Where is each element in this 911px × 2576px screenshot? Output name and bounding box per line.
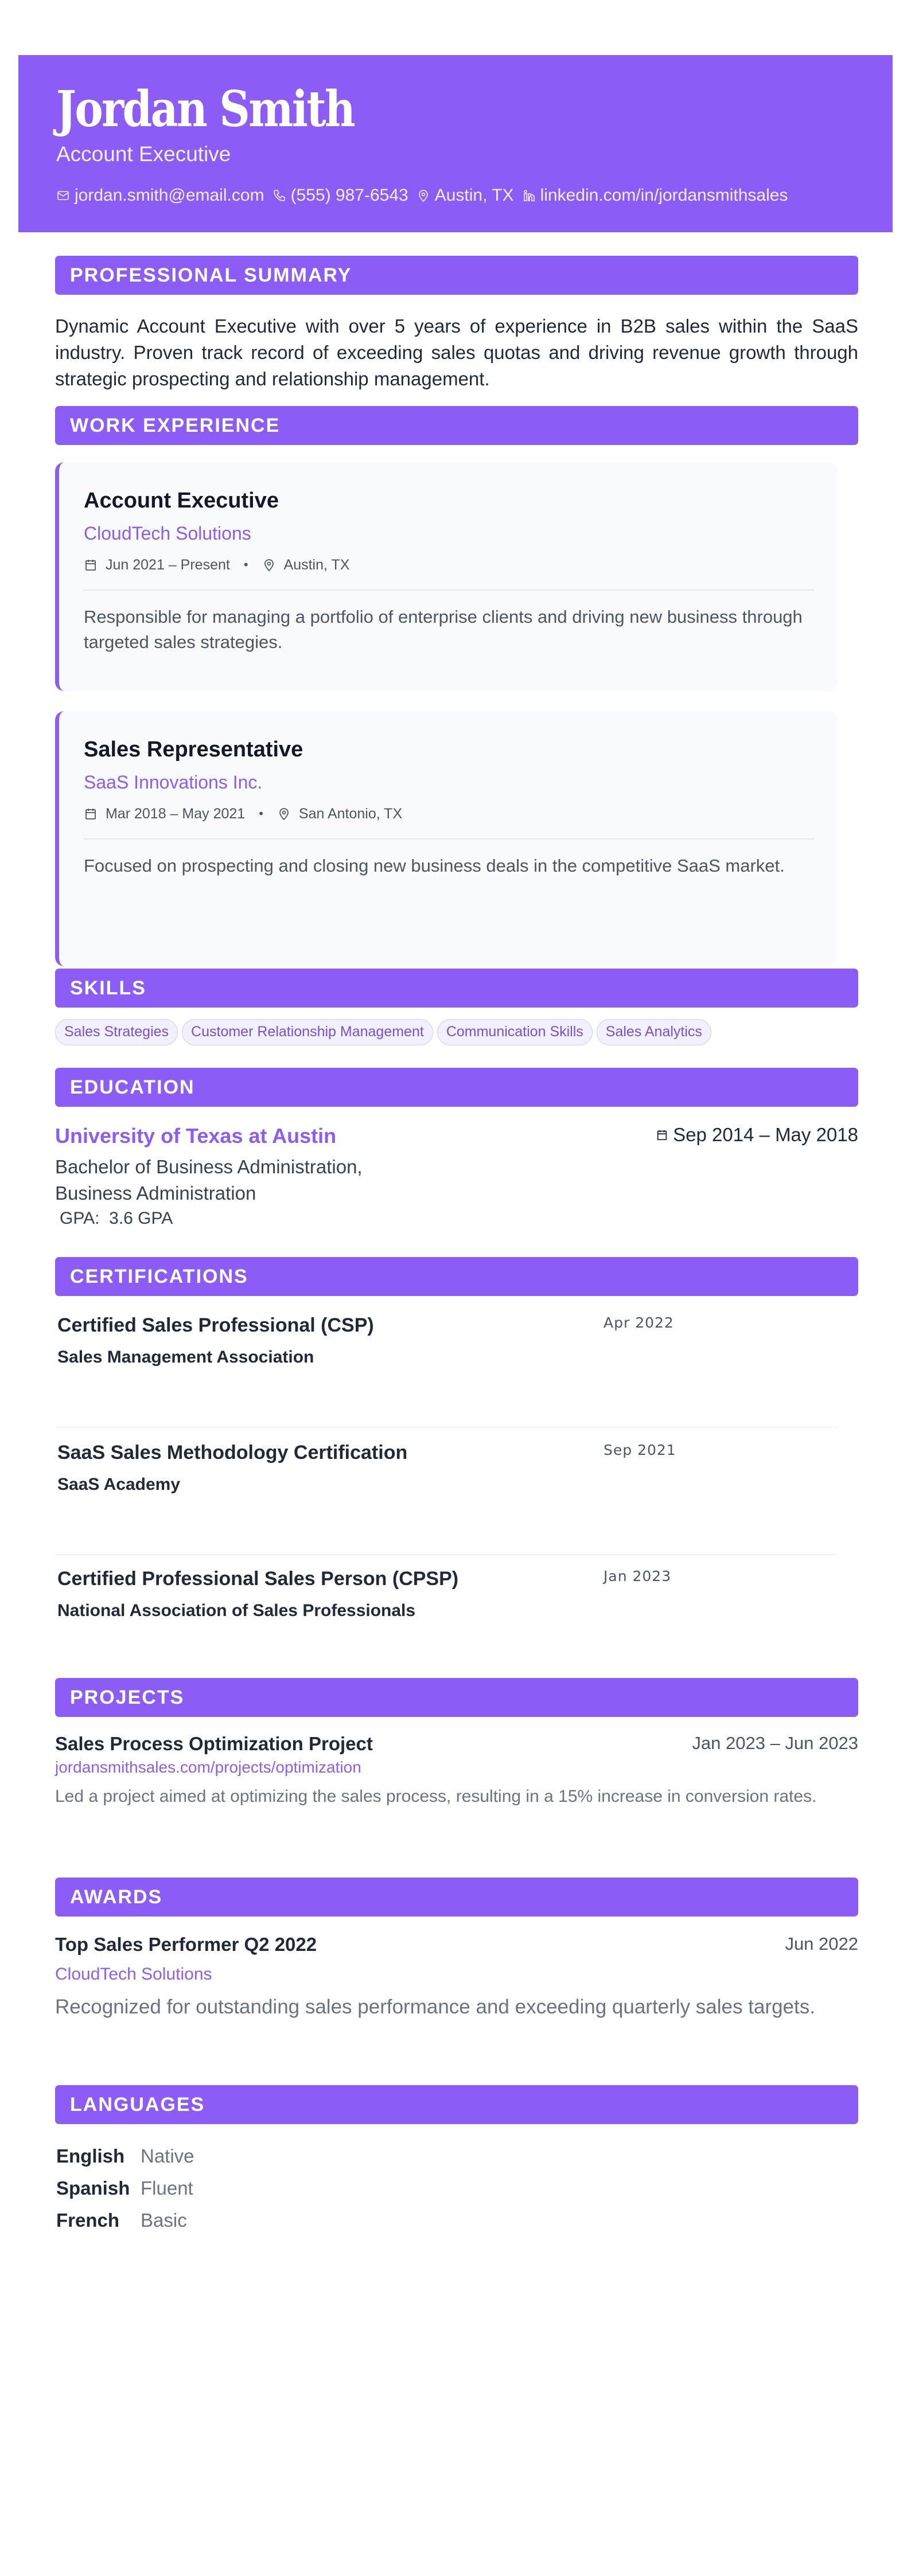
- section-header-summary: PROFESSIONAL SUMMARY: [55, 256, 858, 295]
- certification-item: [55, 1302, 838, 1428]
- gpa-label: GPA:: [60, 1209, 100, 1228]
- contact-location-text: Austin, TX: [434, 186, 514, 205]
- certification-date: Apr 2022: [604, 1314, 674, 1331]
- divider: [84, 590, 815, 591]
- language-item: [55, 2172, 194, 2204]
- languages-list: [55, 2140, 194, 2237]
- certification-issuer: National Association of Sales Professionals: [57, 1601, 416, 1620]
- language-name: English: [56, 2145, 125, 2167]
- language-name: French: [56, 2210, 120, 2231]
- summary-text: Dynamic Account Executive with over 5 years of experience in B2B sales within the SaaS industry. Proven track record of exceeding sales quotas and driving revenue growth through strategic prospecting and relationship management.: [55, 315, 858, 389]
- education-dates: [656, 1124, 858, 1146]
- contact-phone-text: (555) 987-6543: [290, 186, 408, 205]
- calendar-icon: [656, 1128, 668, 1142]
- award-organization: CloudTech Solutions: [55, 1965, 212, 1984]
- job-dates: Jun 2021 – Present: [106, 557, 230, 573]
- company-name: CloudTech Solutions: [84, 523, 251, 544]
- job-location: Austin, TX: [283, 557, 350, 573]
- candidate-title: Account Executive: [56, 142, 231, 166]
- school-name: University of Texas at Austin: [55, 1124, 337, 1148]
- phone-icon: [272, 189, 286, 202]
- company-name: SaaS Innovations Inc.: [84, 772, 263, 793]
- job-title: Sales Representative: [84, 737, 303, 762]
- language-level: Fluent: [141, 2177, 193, 2199]
- map-pin-icon: [277, 807, 291, 821]
- section-header-education: EDUCATION: [55, 1068, 858, 1107]
- skill-chip: Sales Strategies: [55, 1019, 178, 1045]
- contact-linkedin-text: linkedin.com/in/jordansmithsales: [540, 186, 788, 205]
- contact-location: [416, 186, 514, 205]
- certification-item: [55, 1429, 838, 1555]
- section-header-projects: PROJECTS: [55, 1678, 858, 1717]
- section-header-experience: WORK EXPERIENCE: [55, 406, 858, 445]
- divider: [55, 1427, 838, 1428]
- job-meta: [84, 804, 815, 823]
- job-description: Focused on prospecting and closing new business deals in the competitive SaaS market.: [84, 856, 785, 876]
- calendar-icon: [84, 807, 98, 821]
- separator-dot: •: [243, 557, 248, 572]
- contact-phone[interactable]: [272, 186, 408, 205]
- experience-card: [55, 462, 838, 691]
- calendar-icon: [84, 558, 98, 572]
- language-item: [55, 2204, 194, 2237]
- language-level: Native: [141, 2145, 194, 2167]
- project-description: Led a project aimed at optimizing the sales process, resulting in a 15% increase in conversion rates.: [55, 1787, 817, 1806]
- education-dates-text: Sep 2014 – May 2018: [673, 1124, 858, 1145]
- skill-chip: Communication Skills: [437, 1019, 593, 1045]
- project-link[interactable]: jordansmithsales.com/projects/optimization: [55, 1758, 361, 1776]
- gpa-value: 3.6 GPA: [109, 1209, 173, 1228]
- skill-chip: Sales Analytics: [597, 1019, 711, 1045]
- contact-email[interactable]: [56, 186, 264, 205]
- resume-header: [18, 55, 893, 232]
- gpa: [60, 1209, 173, 1228]
- skills-list: [55, 1019, 711, 1045]
- certification-issuer: SaaS Academy: [57, 1475, 181, 1494]
- contact-list: [56, 186, 788, 205]
- candidate-name: Jordan Smith: [56, 80, 355, 138]
- job-description: Responsible for managing a portfolio of enterprise clients and driving new business through targeted sales strategies.: [84, 607, 803, 652]
- project-dates: Jan 2023 – Jun 2023: [692, 1733, 858, 1753]
- linkedin-icon: [522, 189, 536, 202]
- award-description: Recognized for outstanding sales performance and exceeding quarterly sales targets.: [55, 1996, 815, 2018]
- section-header-languages: LANGUAGES: [55, 2085, 858, 2124]
- project-title: Sales Process Optimization Project: [55, 1733, 373, 1754]
- certification-name: SaaS Sales Methodology Certification: [57, 1442, 408, 1463]
- job-dates: Mar 2018 – May 2021: [106, 806, 246, 822]
- contact-email-text: jordan.smith@email.com: [75, 186, 264, 205]
- skill-chip: Customer Relationship Management: [182, 1019, 433, 1045]
- experience-card: [55, 711, 838, 966]
- certification-item: [55, 1555, 838, 1670]
- map-pin-icon: [416, 189, 430, 202]
- section-header-skills: SKILLS: [55, 969, 858, 1008]
- separator-dot: •: [259, 806, 263, 821]
- certification-name: Certified Professional Sales Person (CPSP): [57, 1568, 459, 1590]
- certification-name: Certified Sales Professional (CSP): [57, 1314, 374, 1336]
- mail-icon: [56, 189, 70, 202]
- language-level: Basic: [141, 2210, 187, 2231]
- certification-date: Jan 2023: [604, 1568, 672, 1584]
- divider: [84, 838, 815, 840]
- certification-date: Sep 2021: [604, 1442, 676, 1458]
- contact-linkedin[interactable]: [522, 186, 788, 205]
- language-item: [55, 2140, 194, 2172]
- job-meta: [84, 555, 815, 575]
- section-header-awards: AWARDS: [55, 1878, 858, 1917]
- award-date: Jun 2022: [785, 1934, 858, 1954]
- award-title: Top Sales Performer Q2 2022: [55, 1934, 317, 1955]
- language-name: Spanish: [56, 2177, 130, 2199]
- certification-issuer: Sales Management Association: [57, 1348, 314, 1367]
- job-title: Account Executive: [84, 489, 279, 513]
- degree: Bachelor of Business Administration, Business Administration: [55, 1156, 363, 1204]
- section-header-certifications: CERTIFICATIONS: [55, 1257, 858, 1296]
- map-pin-icon: [262, 558, 276, 572]
- job-location: San Antonio, TX: [298, 806, 403, 822]
